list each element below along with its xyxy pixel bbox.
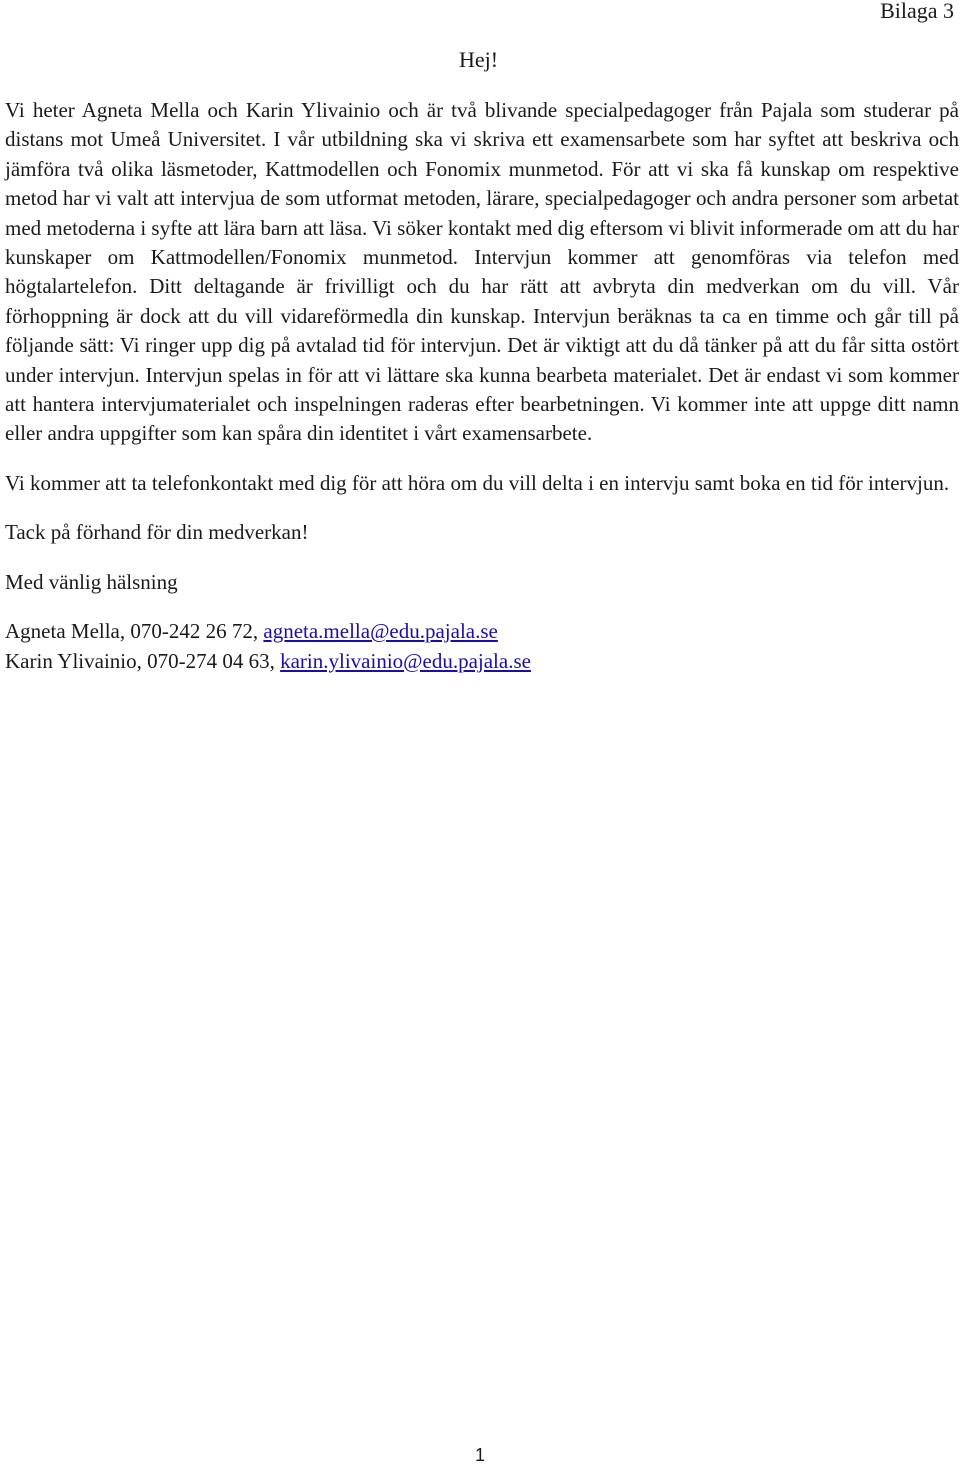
- letter-body: [5, 96, 959, 676]
- greeting: Hej!: [459, 47, 499, 72]
- contact-line-agneta: [5, 617, 959, 646]
- contact-list: [5, 617, 959, 676]
- contact-details: Karin Ylivainio, 070-274 04 63,: [5, 648, 281, 673]
- contact-paragraph: Vi kommer att ta telefonkontakt med dig för att höra om du vill delta i en intervju samt boka en tid för intervjun.: [5, 470, 950, 495]
- contact-line-karin: [5, 647, 959, 676]
- thanks-line: Tack på förhand för din medverkan!: [5, 520, 309, 545]
- main-paragraph: Vi heter Agneta Mella och Karin Ylivainio och är två blivande specialpedagoger från Pajala som studerar på distans mot Umeå Universitet. I vår utbildning ska vi skriva ett examensarbete som har syftet att beskriva och jämföra två olika läsmetoder, Kattmodellen och Fonomix munmetod. För att vi ska få kunskap om respektive metod har vi valt att intervjua de som utformat metoden, lärare, specialpedagoger och andra personer som arbetat med metoderna i syfte att lära barn att läsa. Vi söker kontakt med dig eftersom vi blivit informerade om att du har kunskaper om Kattmodellen/Fonomix munmetod. Intervjun kommer att genomföras via telefon med högtalartelefon. Ditt deltagande är frivilligt och du har rätt att avbryta din medverkan om du vill. Vår förhoppning är dock att du vill vidareförmedla din kunskap. Intervjun beräknas ta ca en timme och går till på följande sätt: Vi ringer upp dig på avtalad tid för intervjun. Det är viktigt att du då tänker på att du får sitta ostört under intervjun. Intervjun spelas in för att vi lättare ska kunna bearbeta materialet. Det är endast vi som kommer att hantera intervjumaterialet och inspelningen raderas efter bearbetningen. Vi kommer inte att uppge ditt namn eller andra uppgifter som kan spåra din identitet i vårt examensarbete.: [5, 98, 959, 446]
- appendix-label: Bilaga 3: [880, 0, 954, 23]
- closing-line: Med vänlig hälsning: [5, 569, 178, 594]
- page-number: 1: [474, 1445, 485, 1465]
- email-link-karin[interactable]: karin.ylivainio@edu.pajala.se: [280, 648, 531, 673]
- contact-details: Agneta Mella, 070-242 26 72,: [5, 619, 264, 644]
- email-link-agneta[interactable]: agneta.mella@edu.pajala.se: [263, 619, 498, 644]
